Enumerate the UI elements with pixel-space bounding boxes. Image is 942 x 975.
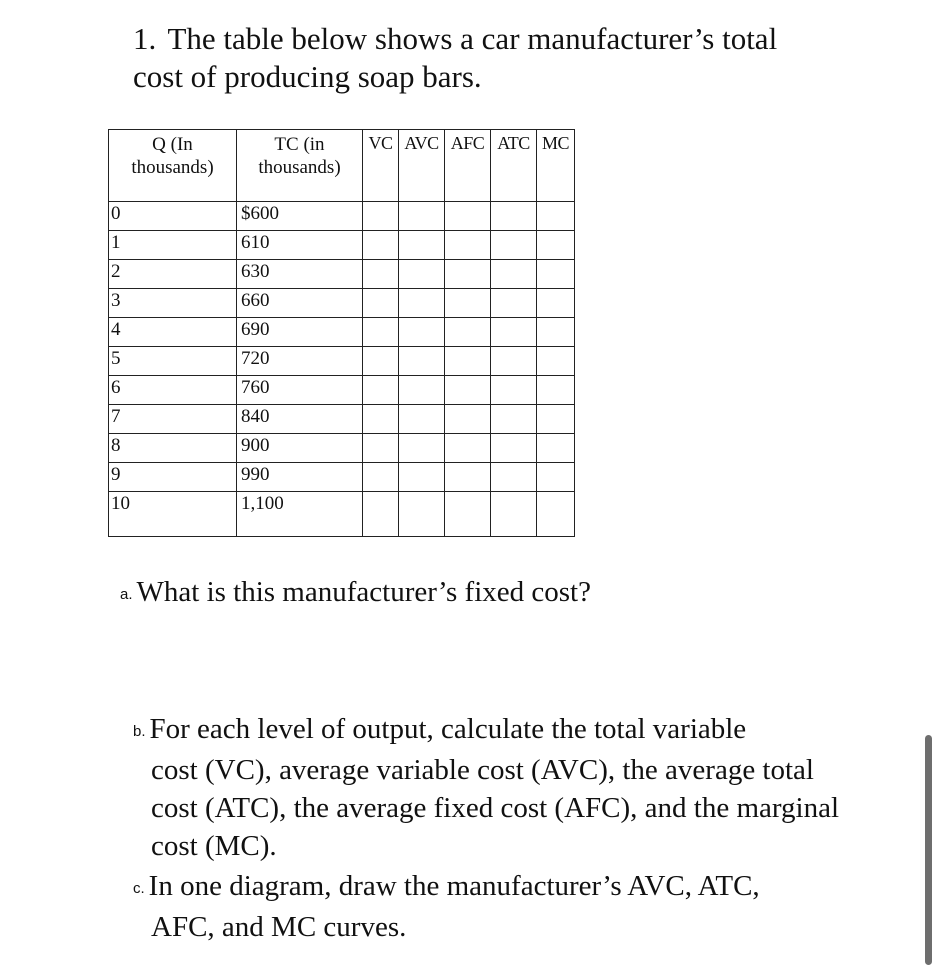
cell-mc-blank — [537, 463, 575, 492]
cell-mc-blank — [537, 202, 575, 231]
cell-tc: 630 — [237, 260, 363, 289]
cell-tc: 1,100 — [237, 492, 363, 537]
cell-afc-blank — [445, 434, 491, 463]
cell-q: 4 — [109, 318, 237, 347]
cell-q: 3 — [109, 289, 237, 318]
question-c-rest: AFC, and MC curves. — [151, 911, 407, 943]
question-a — [120, 574, 591, 613]
table-body — [109, 202, 575, 537]
cell-tc: 900 — [237, 434, 363, 463]
question-c-line1: In one diagram, draw the manufacturer’s AVC, ATC, — [148, 870, 760, 902]
cell-mc-blank — [537, 231, 575, 260]
question-number: 1. — [133, 21, 157, 56]
cell-vc-blank — [363, 202, 399, 231]
cell-avc-blank — [399, 376, 445, 405]
cell-avc-blank — [399, 347, 445, 376]
header-avc: AVC — [399, 130, 445, 202]
title-line-1: The table below shows a car manufacturer’s total — [167, 21, 778, 56]
cell-afc-blank — [445, 260, 491, 289]
table-row — [109, 463, 575, 492]
question-b-letter: b. — [133, 723, 146, 740]
cell-mc-blank — [537, 347, 575, 376]
cell-avc-blank — [399, 492, 445, 537]
cell-avc-blank — [399, 231, 445, 260]
table-row — [109, 202, 575, 231]
cell-atc-blank — [491, 318, 537, 347]
cell-tc: 720 — [237, 347, 363, 376]
cell-atc-blank — [491, 202, 537, 231]
table-row — [109, 318, 575, 347]
cell-atc-blank — [491, 463, 537, 492]
cell-avc-blank — [399, 463, 445, 492]
cell-atc-blank — [491, 376, 537, 405]
cell-vc-blank — [363, 318, 399, 347]
cell-tc: 690 — [237, 318, 363, 347]
header-afc: AFC — [445, 130, 491, 202]
cell-mc-blank — [537, 376, 575, 405]
cell-avc-blank — [399, 318, 445, 347]
cell-mc-blank — [537, 289, 575, 318]
cell-atc-blank — [491, 492, 537, 537]
cell-afc-blank — [445, 405, 491, 434]
header-vc: VC — [363, 130, 399, 202]
question-title — [133, 20, 853, 96]
question-b-line1: For each level of output, calculate the total variable — [149, 713, 747, 745]
cell-atc-blank — [491, 347, 537, 376]
cell-vc-blank — [363, 289, 399, 318]
cell-vc-blank — [363, 347, 399, 376]
cell-avc-blank — [399, 202, 445, 231]
question-a-text: What is this manufacturer’s fixed cost? — [136, 576, 591, 608]
header-q — [109, 130, 237, 202]
cell-q: 10 — [109, 492, 237, 537]
cell-afc-blank — [445, 202, 491, 231]
question-c — [133, 867, 853, 946]
title-line-2: cost of producing soap bars. — [133, 59, 482, 94]
header-mc: MC — [537, 130, 575, 202]
cell-afc-blank — [445, 231, 491, 260]
cell-q: 7 — [109, 405, 237, 434]
table-row — [109, 376, 575, 405]
cell-vc-blank — [363, 260, 399, 289]
cell-mc-blank — [537, 434, 575, 463]
cell-q: 6 — [109, 376, 237, 405]
cell-tc: 840 — [237, 405, 363, 434]
table-row — [109, 347, 575, 376]
cell-avc-blank — [399, 434, 445, 463]
cell-q: 1 — [109, 231, 237, 260]
cell-atc-blank — [491, 289, 537, 318]
cell-mc-blank — [537, 492, 575, 537]
table-row — [109, 260, 575, 289]
cell-afc-blank — [445, 289, 491, 318]
cell-avc-blank — [399, 289, 445, 318]
cell-q: 5 — [109, 347, 237, 376]
cell-avc-blank — [399, 405, 445, 434]
header-atc: ATC — [491, 130, 537, 202]
cell-tc: 660 — [237, 289, 363, 318]
cell-mc-blank — [537, 405, 575, 434]
table-row — [109, 434, 575, 463]
cell-atc-blank — [491, 434, 537, 463]
header-q-line1: Q (In — [152, 134, 193, 155]
table-row — [109, 405, 575, 434]
cell-afc-blank — [445, 492, 491, 537]
cell-avc-blank — [399, 260, 445, 289]
cell-afc-blank — [445, 463, 491, 492]
cell-afc-blank — [445, 347, 491, 376]
cell-tc: 760 — [237, 376, 363, 405]
vertical-scrollbar[interactable] — [925, 735, 932, 965]
cell-afc-blank — [445, 318, 491, 347]
header-tc-line2: thousands) — [258, 157, 341, 178]
cell-tc: 610 — [237, 231, 363, 260]
cell-tc: 990 — [237, 463, 363, 492]
table-row — [109, 492, 575, 537]
cell-atc-blank — [491, 231, 537, 260]
cell-vc-blank — [363, 376, 399, 405]
question-a-letter: a. — [120, 586, 133, 603]
cell-mc-blank — [537, 318, 575, 347]
cell-atc-blank — [491, 405, 537, 434]
cell-q: 2 — [109, 260, 237, 289]
cell-vc-blank — [363, 405, 399, 434]
header-tc — [237, 130, 363, 202]
table-row — [109, 289, 575, 318]
cell-vc-blank — [363, 463, 399, 492]
cell-q: 9 — [109, 463, 237, 492]
table-row — [109, 231, 575, 260]
cell-q: 8 — [109, 434, 237, 463]
cell-vc-blank — [363, 492, 399, 537]
cell-vc-blank — [363, 231, 399, 260]
cell-q: 0 — [109, 202, 237, 231]
header-q-line2: thousands) — [131, 157, 214, 178]
cell-vc-blank — [363, 434, 399, 463]
question-b-rest: cost (VC), average variable cost (AVC), the average total cost (ATC), the average fixed cost (AFC), and the marginal cost (MC). — [151, 754, 840, 862]
question-b — [133, 710, 853, 865]
table-header-row — [109, 130, 575, 202]
header-tc-line1: TC (in — [274, 134, 325, 155]
cell-atc-blank — [491, 260, 537, 289]
question-c-letter: c. — [133, 880, 145, 897]
cell-afc-blank — [445, 376, 491, 405]
cost-table — [108, 129, 575, 537]
cell-tc: $600 — [237, 202, 363, 231]
cell-mc-blank — [537, 260, 575, 289]
